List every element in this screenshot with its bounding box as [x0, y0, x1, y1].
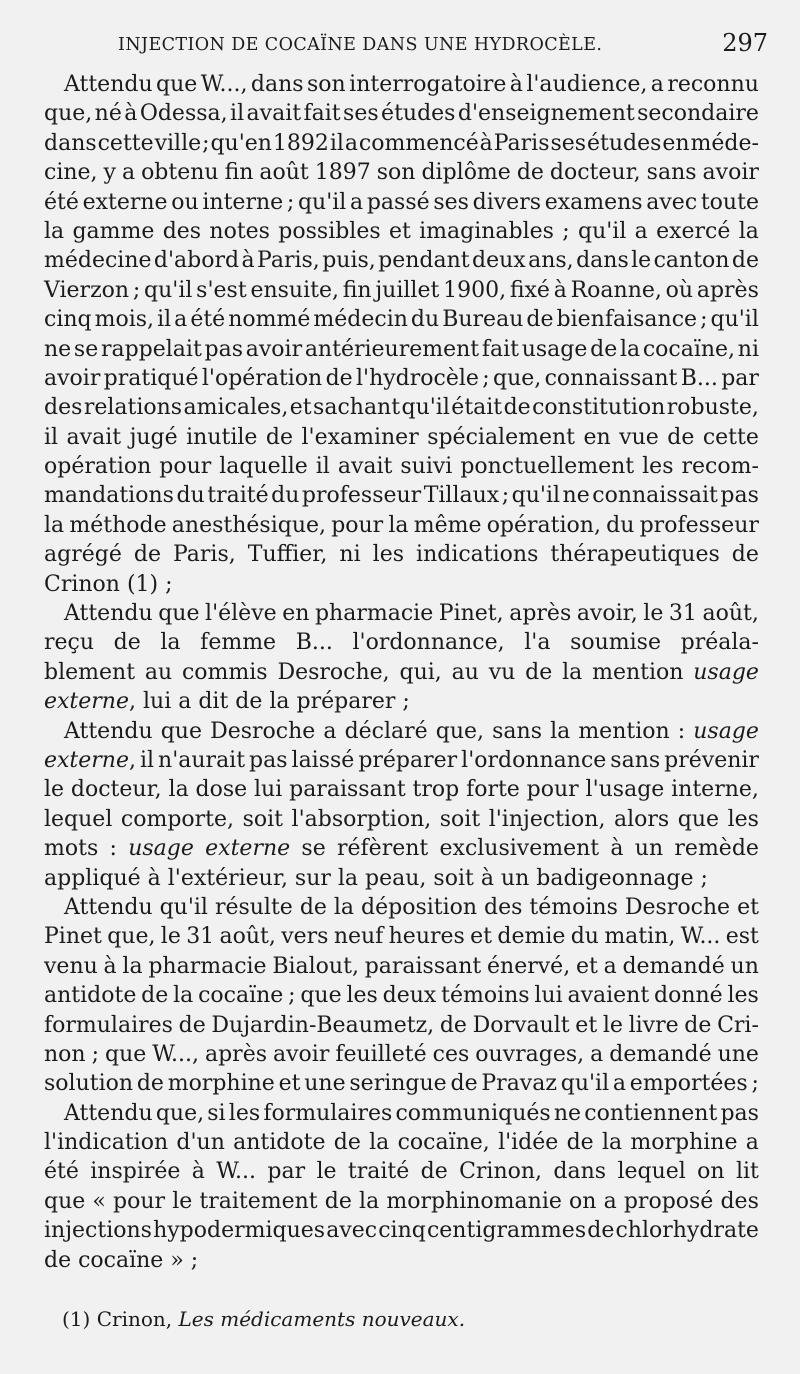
text-line: externe, lui a dit de la préparer ;: [44, 689, 410, 715]
text-line: opération pour laquelle il avait suivi ponctuellement les recom-: [44, 454, 759, 480]
text-line: lequel comporte, soit l'absorption, soit l'injection, alors que les: [44, 806, 759, 832]
text-line: solution de morphine et une seringue de Pravaz qu'il a emportées ;: [44, 1071, 759, 1097]
text-line: cine, y a obtenu fin août 1897 son diplôme de docteur, sans avoir: [44, 160, 759, 186]
page-number: 297: [722, 29, 768, 57]
text-line: non ; que W..., après avoir feuilleté ces ouvrages, a demandé une: [44, 1041, 759, 1067]
text-line: été inspirée à W... par le traité de Crinon, dans lequel on lit: [44, 1159, 759, 1185]
text-line: Attendu que W..., dans son interrogatoire à l'audience, a reconnu: [64, 72, 759, 97]
text-line: blement au commis Desroche, qui, au vu de la mention usage: [44, 659, 759, 685]
text-line: venu à la pharmacie Bialout, paraissant énervé, et a demandé un: [44, 953, 759, 979]
text-line: Crinon (1) ;: [44, 571, 173, 597]
text-line: de cocaïne » ;: [44, 1247, 199, 1273]
text-line: Pinet que, le 31 août, vers neuf heures et demie du matin, W... est: [44, 924, 759, 950]
text-line: que, né à Odessa, il avait fait ses études d'enseignement secondaire: [44, 101, 759, 127]
text-line: que « pour le traitement de la morphinomanie on a proposé des: [44, 1188, 759, 1214]
footnote: [62, 1307, 465, 1331]
text-line: reçu de la femme B... l'ordonnance, l'a soumise préala-: [44, 630, 759, 656]
text-line: la méthode anesthésique, pour la même opération, du professeur: [44, 512, 759, 538]
text-line: dans cette ville ; qu'en 1892 il a commencé à Paris ses études en méde-: [44, 130, 759, 156]
text-line: cinq mois, il a été nommé médecin du Bureau de bienfaisance ; qu'il: [44, 307, 759, 333]
text-line: agrégé de Paris, Tuffier, ni les indications thérapeutiques de: [44, 542, 759, 568]
text-line: mots : usage externe se réfèrent exclusivement à un remède: [44, 836, 759, 862]
text-line: des relations amicales, et sachant qu'il était de constitution robuste,: [44, 395, 759, 421]
text-line: avoir pratiqué l'opération de l'hydrocèle ; que, connaissant B... par: [44, 365, 759, 391]
text-line: appliqué à l'extérieur, sur la peau, soit à un badigeonnage ;: [44, 865, 708, 891]
footnote-title: Les médicaments nouveaux.: [178, 1307, 466, 1331]
text-line: antidote de la cocaïne ; que les deux témoins lui avaient donné les: [44, 983, 759, 1009]
text-line: le docteur, la dose lui paraissant trop forte pour l'usage interne,: [44, 777, 759, 803]
text-line: injections hypodermiques avec cinq centigrammes de chlorhydrate: [44, 1218, 759, 1244]
text-line: la gamme des notes possibles et imaginables ; qu'il a exercé la: [44, 218, 759, 244]
text-line: il avait jugé inutile de l'examiner spécialement en vue de cette: [44, 424, 759, 450]
text-line: Attendu qu'il résulte de la déposition des témoins Desroche et: [64, 894, 759, 920]
text-line: Vierzon ; qu'il s'est ensuite, fin juillet 1900, fixé à Roanne, où après: [44, 277, 759, 303]
text-line: mandations du traité du professeur Tillaux ; qu'il ne connaissait pas: [44, 483, 759, 509]
text-line: Attendu que, si les formulaires communiqués ne contiennent pas: [64, 1100, 759, 1126]
text-line: médecine d'abord à Paris, puis, pendant deux ans, dans le canton de: [44, 248, 759, 274]
text-line: Attendu que Desroche a déclaré que, sans la mention : usage: [64, 718, 759, 744]
text-line: formulaires de Dujardin-Beaumetz, de Dorvault et le livre de Cri-: [44, 1012, 759, 1038]
text-line: ne se rappelait pas avoir antérieurement fait usage de la cocaïne, ni: [44, 336, 759, 362]
page-header: [118, 28, 768, 64]
text-line: Attendu que l'élève en pharmacie Pinet, après avoir, le 31 août,: [64, 601, 759, 627]
footnote-marker: (1): [62, 1307, 91, 1331]
text-line: l'indication d'un antidote de la cocaïne, l'idée de la morphine a: [44, 1130, 759, 1156]
footnote-author: Crinon,: [96, 1307, 173, 1331]
text-line: été externe ou interne ; qu'il a passé ses divers examens avec toute: [44, 189, 759, 215]
running-title: INJECTION DE COCAÏNE DANS UNE HYDROCÈLE.: [118, 35, 603, 55]
text-line: externe, il n'aurait pas laissé préparer l'ordonnance sans prévenir: [44, 747, 759, 773]
body-text: [44, 70, 759, 1275]
